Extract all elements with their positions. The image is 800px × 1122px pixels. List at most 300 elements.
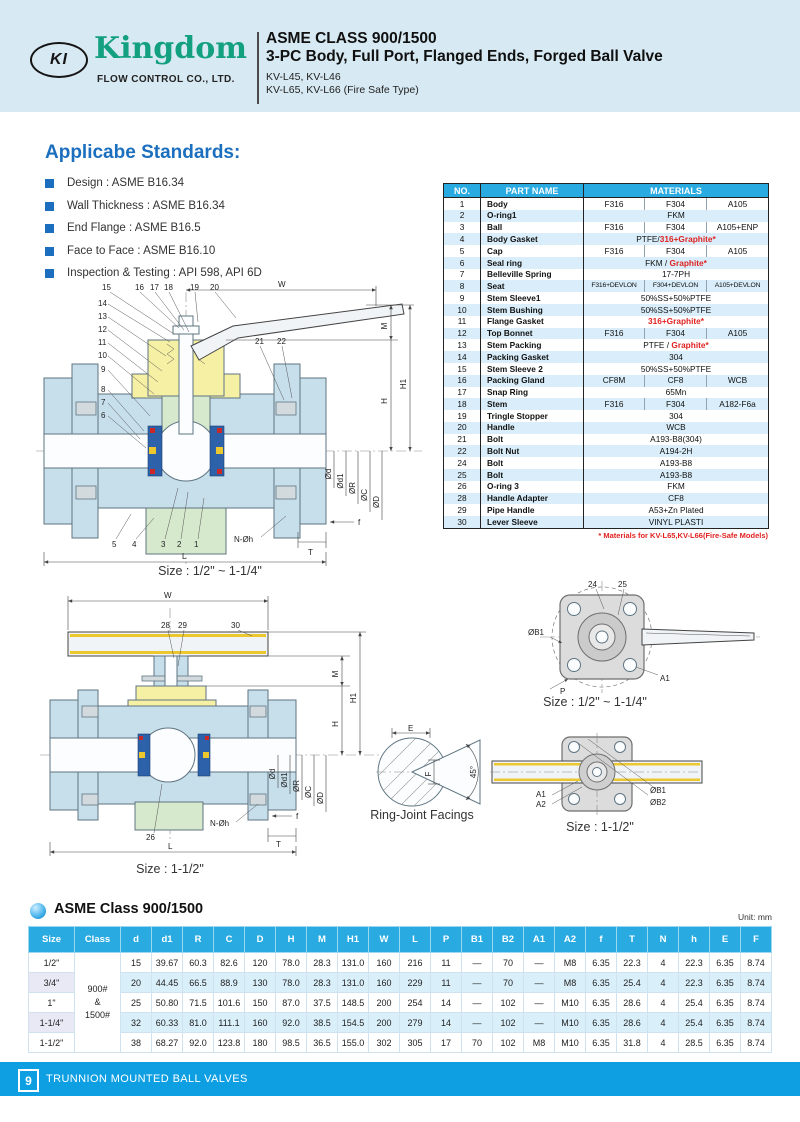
- svg-text:19: 19: [190, 283, 199, 292]
- part-name-cell: Handle: [481, 422, 584, 434]
- svg-text:W: W: [278, 280, 286, 289]
- part-number-cell: 30: [444, 516, 481, 528]
- dim-value-cell: 4: [648, 1033, 679, 1053]
- part-name-cell: O-ring1: [481, 210, 584, 222]
- dim-value-cell: 36.5: [307, 1033, 338, 1053]
- dim-col-header: D: [245, 927, 276, 953]
- valve-top-view-small-sizes: [522, 575, 762, 695]
- caption-drawing-4: Ring-Joint Facings: [370, 808, 474, 822]
- part-number-cell: 15: [444, 363, 481, 375]
- material-cell: 50%SS+50%PTFE: [640, 292, 712, 303]
- caption-drawing-1: Size : 1/2" ~ 1-1/4": [158, 564, 262, 578]
- dim-value-cell: 8.74: [741, 1013, 772, 1033]
- dim-value-cell: 131.0: [338, 973, 369, 993]
- dim-col-header: d1: [152, 927, 183, 953]
- material-cell: F304: [645, 222, 707, 234]
- part-number-cell: 5: [444, 245, 481, 257]
- svg-text:30: 30: [231, 621, 240, 630]
- dim-value-cell: 120: [245, 953, 276, 973]
- dim-value-cell: 87.0: [276, 993, 307, 1013]
- dim-value-cell: 39.67: [152, 953, 183, 973]
- material-cell: F304: [645, 328, 707, 340]
- svg-text:H: H: [331, 721, 340, 727]
- material-cell: PTFE/316+Graphite*: [584, 233, 769, 245]
- dim-value-cell: 98.5: [276, 1033, 307, 1053]
- part-number-cell: 28: [444, 493, 481, 505]
- dim-value-cell: 101.6: [214, 993, 245, 1013]
- dim-value-cell: 8.74: [741, 973, 772, 993]
- size-cell: 1-1/2": [29, 1033, 75, 1053]
- part-number-cell: 25: [444, 469, 481, 481]
- dim-value-cell: M10: [555, 1013, 586, 1033]
- material-cell: F316: [604, 222, 624, 233]
- dim-value-cell: M10: [555, 1033, 586, 1053]
- dim-value-cell: 28.6: [617, 1013, 648, 1033]
- part-name-cell: Body: [481, 198, 584, 210]
- logo-subtitle: FLOW CONTROL CO., LTD.: [97, 74, 235, 85]
- svg-text:T: T: [308, 548, 313, 557]
- material-cell: F316: [584, 398, 645, 410]
- dim-col-header: B2: [493, 927, 524, 953]
- dim-col-header: h: [679, 927, 710, 953]
- part-name-cell: Bolt: [481, 457, 584, 469]
- material-cell: CF8: [645, 375, 707, 387]
- svg-text:M: M: [380, 322, 389, 330]
- svg-text:17: 17: [150, 283, 159, 292]
- part-name-cell: Bolt Nut: [481, 445, 584, 457]
- materials-row: [444, 363, 769, 375]
- dim-value-cell: 14: [431, 1013, 462, 1033]
- materials-row: [444, 445, 769, 457]
- part-name-cell: Cap: [481, 245, 584, 257]
- caption-drawing-3: Size : 1/2" ~ 1-1/4": [543, 695, 647, 709]
- materials-row: [444, 481, 769, 493]
- part-number-cell: 20: [444, 422, 481, 434]
- dim-value-cell: 6.35: [710, 1033, 741, 1053]
- part-name-cell: Stem: [481, 398, 584, 410]
- dim-value-cell: 50.80: [152, 993, 183, 1013]
- materials-footnote: * Materials for KV-L65,KV-L66(Fire-Safe Models): [598, 531, 768, 540]
- dim-value-cell: —: [524, 1013, 555, 1033]
- svg-text:26: 26: [146, 833, 155, 842]
- materials-row: [444, 504, 769, 516]
- dim-col-header: T: [617, 927, 648, 953]
- size-cell: 1/2": [29, 953, 75, 973]
- material-cell: 50%SS+50%PTFE: [640, 363, 712, 374]
- part-name-cell: Lever Sleeve: [481, 516, 584, 528]
- materials-row: [444, 469, 769, 481]
- materials-table: [443, 183, 769, 529]
- dim-value-cell: 70: [493, 973, 524, 993]
- part-number-cell: 19: [444, 410, 481, 422]
- materials-row: [444, 410, 769, 422]
- dim-value-cell: 22.3: [617, 953, 648, 973]
- material-cell: A105: [707, 328, 769, 340]
- dim-value-cell: 22.3: [679, 973, 710, 993]
- part-number-cell: 6: [444, 257, 481, 269]
- dim-value-cell: 37.5: [307, 993, 338, 1013]
- svg-text:21: 21: [255, 337, 264, 346]
- svg-text:ØC: ØC: [304, 786, 313, 798]
- svg-text:A2: A2: [536, 800, 546, 809]
- material-cell: CF8M: [584, 375, 645, 387]
- dim-value-cell: 28.3: [307, 973, 338, 993]
- dim-row: [29, 993, 772, 1013]
- col-header-materials: MATERIALS: [584, 184, 769, 198]
- standards-item: Design : ASME B16.34: [45, 172, 405, 195]
- dim-value-cell: 31.8: [617, 1033, 648, 1053]
- dim-value-cell: —: [462, 993, 493, 1013]
- materials-row: [444, 328, 769, 340]
- dim-value-cell: 254: [400, 993, 431, 1013]
- standards-list: [45, 172, 405, 285]
- dimension-table: [28, 926, 772, 1053]
- materials-row: [444, 387, 769, 399]
- material-cell: A193-B8(304): [650, 434, 702, 445]
- dim-value-cell: 6.35: [710, 953, 741, 973]
- svg-text:N-Øh: N-Øh: [210, 819, 230, 828]
- svg-text:18: 18: [164, 283, 173, 292]
- svg-text:11: 11: [98, 338, 107, 347]
- part-name-cell: Bolt: [481, 469, 584, 481]
- part-name-cell: Packing Gland: [481, 375, 584, 387]
- part-name-cell: Belleville Spring: [481, 269, 584, 281]
- valve-body-shape: [50, 632, 296, 830]
- svg-text:5: 5: [112, 540, 117, 549]
- dim-value-cell: 38: [121, 1033, 152, 1053]
- size-cell: 3/4": [29, 973, 75, 993]
- svg-text:A1: A1: [536, 790, 546, 799]
- materials-row: [444, 222, 769, 234]
- dim-value-cell: 8.74: [741, 993, 772, 1013]
- dim-value-cell: —: [524, 953, 555, 973]
- dim-col-header: Size: [29, 927, 75, 953]
- col-header-part-name: PART NAME: [481, 184, 584, 198]
- dim-value-cell: 25.4: [679, 1013, 710, 1033]
- dim-row: [29, 973, 772, 993]
- material-cell: F316: [584, 328, 645, 340]
- svg-text:T: T: [276, 840, 281, 849]
- page-number: 9: [25, 1073, 32, 1088]
- part-name-cell: Body Gasket: [481, 233, 584, 245]
- svg-text:F: F: [424, 771, 433, 777]
- doc-models-2: KV-L65, KV-L66 (Fire Safe Type): [266, 84, 419, 96]
- dim-value-cell: 160: [369, 953, 400, 973]
- dim-value-cell: 28.5: [679, 1033, 710, 1053]
- svg-text:7: 7: [101, 398, 106, 407]
- part-name-cell: Packing Gasket: [481, 351, 584, 363]
- svg-text:9: 9: [101, 365, 106, 374]
- dim-col-header: B1: [462, 927, 493, 953]
- svg-text:3: 3: [161, 540, 166, 549]
- svg-text:Ød1: Ød1: [336, 473, 345, 489]
- part-name-cell: Stem Sleeve 2: [481, 363, 584, 375]
- logo-company-name: Kingdom: [94, 31, 247, 66]
- logo-ki-mark: KI: [50, 51, 68, 68]
- svg-text:ØB1: ØB1: [528, 628, 545, 637]
- dim-value-cell: 8.74: [741, 953, 772, 973]
- material-cell: FKM / Graphite*: [584, 257, 769, 269]
- dim-value-cell: 150: [245, 993, 276, 1013]
- svg-text:ØC: ØC: [360, 489, 369, 501]
- part-number-cell: 8: [444, 280, 481, 292]
- dim-value-cell: 154.5: [338, 1013, 369, 1033]
- svg-text:ØR: ØR: [292, 780, 301, 792]
- part-name-cell: Stem Bushing: [481, 304, 584, 316]
- valve-cross-section-small-sizes: [36, 276, 441, 568]
- dim-col-header: Class: [75, 927, 121, 953]
- dim-value-cell: 102: [493, 993, 524, 1013]
- dim-value-cell: —: [524, 973, 555, 993]
- materials-row: [444, 245, 769, 257]
- svg-text:L: L: [182, 552, 187, 561]
- part-name-cell: Seal ring: [481, 257, 584, 269]
- svg-text:Ød: Ød: [324, 468, 333, 480]
- dim-col-header: H1: [338, 927, 369, 953]
- dim-value-cell: M10: [555, 993, 586, 1013]
- dim-value-cell: 302: [369, 1033, 400, 1053]
- dim-value-cell: 102: [493, 1033, 524, 1053]
- materials-row: [444, 375, 769, 387]
- dim-value-cell: 28.6: [617, 993, 648, 1013]
- material-cell: F304: [645, 398, 707, 410]
- materials-row: [444, 516, 769, 528]
- svg-text:ØD: ØD: [316, 792, 325, 804]
- caption-drawing-2: Size : 1-1/2": [136, 862, 204, 876]
- dim-value-cell: 229: [400, 973, 431, 993]
- material-cell: WCB: [707, 375, 769, 387]
- part-number-cell: 12: [444, 328, 481, 340]
- doc-title-description: 3-PC Body, Full Port, Flanged Ends, Forged Ball Valve: [266, 48, 663, 65]
- unit-label: Unit: mm: [738, 912, 772, 922]
- materials-row: [444, 269, 769, 281]
- material-cell: A105+DEVLON: [707, 280, 769, 292]
- dim-col-header: A2: [555, 927, 586, 953]
- material-cell: FKM: [667, 481, 685, 492]
- svg-text:E: E: [408, 724, 414, 733]
- part-number-cell: 4: [444, 233, 481, 245]
- materials-row: [444, 210, 769, 222]
- part-number-cell: 7: [444, 269, 481, 281]
- dim-value-cell: 25.4: [617, 973, 648, 993]
- dim-value-cell: 160: [369, 973, 400, 993]
- svg-text:L: L: [168, 842, 173, 851]
- part-number-cell: 16: [444, 375, 481, 387]
- part-name-cell: Bolt: [481, 434, 584, 446]
- dim-col-header: R: [183, 927, 214, 953]
- dim-value-cell: 148.5: [338, 993, 369, 1013]
- svg-text:P: P: [560, 687, 566, 696]
- material-cell: 65Mn: [665, 387, 687, 398]
- dim-value-cell: —: [462, 973, 493, 993]
- page-number-box: [18, 1069, 39, 1092]
- dim-value-cell: 11: [431, 973, 462, 993]
- dim-col-header: N: [648, 927, 679, 953]
- materials-row: [444, 434, 769, 446]
- dim-value-cell: 25.4: [679, 993, 710, 1013]
- dim-value-cell: 78.0: [276, 973, 307, 993]
- material-cell: A193-B8: [659, 457, 693, 468]
- doc-title-class: ASME CLASS 900/1500: [266, 30, 437, 47]
- dim-value-cell: 4: [648, 993, 679, 1013]
- dim-value-cell: 123.8: [214, 1033, 245, 1053]
- svg-text:14: 14: [98, 299, 107, 308]
- svg-text:H1: H1: [399, 378, 408, 390]
- dim-value-cell: 17: [431, 1033, 462, 1053]
- materials-row: [444, 351, 769, 363]
- part-number-cell: 11: [444, 316, 481, 328]
- svg-text:f: f: [358, 518, 361, 527]
- materials-header-row: [444, 184, 769, 198]
- material-cell: F316+DEVLON: [584, 280, 645, 292]
- dim-value-cell: 4: [648, 953, 679, 973]
- dim-value-cell: 180: [245, 1033, 276, 1053]
- header-divider: [257, 32, 259, 104]
- svg-text:45°: 45°: [469, 765, 478, 779]
- material-cell: 316+Graphite*: [647, 316, 705, 327]
- part-number-cell: 9: [444, 292, 481, 304]
- part-number-cell: 26: [444, 481, 481, 493]
- dimension-table-title: ASME Class 900/1500: [54, 901, 204, 917]
- dim-value-cell: 11: [431, 953, 462, 973]
- material-cell: WCB: [584, 422, 769, 434]
- size-cell: 1-1/4": [29, 1013, 75, 1033]
- part-name-cell: Snap Ring: [481, 387, 584, 399]
- dim-value-cell: 4: [648, 973, 679, 993]
- dim-value-cell: 6.35: [710, 973, 741, 993]
- material-cell: A105: [707, 198, 769, 210]
- dim-value-cell: 305: [400, 1033, 431, 1053]
- dim-col-header: E: [710, 927, 741, 953]
- material-cell: F316: [604, 198, 624, 209]
- dim-col-header: M: [307, 927, 338, 953]
- dim-value-cell: 14: [431, 993, 462, 1013]
- dim-value-cell: 6.35: [586, 1033, 617, 1053]
- dim-value-cell: M8: [524, 1033, 555, 1053]
- materials-row: [444, 339, 769, 351]
- dim-value-cell: 66.5: [183, 973, 214, 993]
- dim-col-header: f: [586, 927, 617, 953]
- material-cell: A105+ENP: [707, 222, 769, 234]
- dim-value-cell: 60.33: [152, 1013, 183, 1033]
- materials-row: [444, 493, 769, 505]
- part-name-cell: Seat: [481, 280, 584, 292]
- material-cell: A105: [707, 245, 769, 257]
- svg-text:10: 10: [98, 351, 107, 360]
- svg-text:29: 29: [178, 621, 187, 630]
- part-number-cell: 24: [444, 457, 481, 469]
- svg-text:13: 13: [98, 312, 107, 321]
- dim-value-cell: 200: [369, 993, 400, 1013]
- material-cell: F304+DEVLON: [645, 280, 707, 292]
- doc-models-1: KV-L45, KV-L46: [266, 71, 341, 83]
- dim-value-cell: —: [524, 993, 555, 1013]
- svg-text:1: 1: [194, 540, 199, 549]
- svg-text:W: W: [164, 591, 172, 600]
- part-number-cell: 13: [444, 339, 481, 351]
- materials-row: [444, 233, 769, 245]
- part-number-cell: 2: [444, 210, 481, 222]
- dim-value-cell: 82.6: [214, 953, 245, 973]
- svg-text:ØB2: ØB2: [650, 798, 667, 807]
- dim-value-cell: 6.35: [710, 1013, 741, 1033]
- svg-text:f: f: [296, 812, 299, 821]
- handle-lever: [642, 629, 754, 645]
- material-cell: 304: [669, 410, 683, 421]
- dim-value-cell: 92.0: [276, 1013, 307, 1033]
- dim-row: [29, 953, 772, 973]
- material-cell: 17-7PH: [661, 269, 691, 280]
- svg-text:2: 2: [177, 540, 182, 549]
- materials-row: [444, 292, 769, 304]
- materials-row: [444, 398, 769, 410]
- materials-row: [444, 257, 769, 269]
- part-number-cell: 29: [444, 504, 481, 516]
- dim-value-cell: 20: [121, 973, 152, 993]
- dim-value-cell: 155.0: [338, 1033, 369, 1053]
- dim-value-cell: 32: [121, 1013, 152, 1033]
- svg-text:ØB1: ØB1: [650, 786, 667, 795]
- dim-value-cell: 6.35: [586, 993, 617, 1013]
- part-number-cell: 18: [444, 398, 481, 410]
- svg-text:M: M: [331, 670, 340, 678]
- svg-text:8: 8: [101, 385, 106, 394]
- material-cell: A53+Zn Plated: [648, 504, 704, 515]
- dim-value-cell: 88.9: [214, 973, 245, 993]
- svg-text:ØR: ØR: [348, 482, 357, 494]
- part-number-cell: 1: [444, 198, 481, 210]
- material-cell: 50%SS+50%PTFE: [584, 304, 769, 316]
- dim-value-cell: M8: [555, 953, 586, 973]
- svg-text:H: H: [380, 398, 389, 404]
- part-number-cell: 22: [444, 445, 481, 457]
- material-cell: PTFE / Graphite*: [643, 339, 709, 350]
- svg-text:28: 28: [161, 621, 170, 630]
- dim-row: [29, 1013, 772, 1033]
- standards-item: Face to Face : ASME B16.10: [45, 240, 405, 263]
- material-cell: FKM: [584, 210, 769, 222]
- svg-text:20: 20: [210, 283, 219, 292]
- part-name-cell: Top Bonnet: [481, 328, 584, 340]
- materials-row: [444, 316, 769, 328]
- dim-col-header: C: [214, 927, 245, 953]
- standards-title: Applicabe Standards:: [45, 142, 241, 163]
- dim-col-header: P: [431, 927, 462, 953]
- dim-value-cell: 60.3: [183, 953, 214, 973]
- svg-text:25: 25: [618, 580, 627, 589]
- part-name-cell: Pipe Handle: [481, 504, 584, 516]
- part-number-cell: 17: [444, 387, 481, 399]
- dim-value-cell: 6.35: [586, 953, 617, 973]
- svg-text:22: 22: [277, 337, 286, 346]
- dim-value-cell: 70: [493, 953, 524, 973]
- part-name-cell: O-ring 3: [481, 481, 584, 493]
- standards-item: Inspection & Testing : API 598, API 6D: [45, 262, 405, 285]
- part-name-cell: Stem Sleeve1: [481, 292, 584, 304]
- svg-text:Ød1: Ød1: [280, 772, 289, 788]
- svg-text:6: 6: [101, 411, 106, 420]
- material-cell: A193-B8: [584, 469, 769, 481]
- valve-top-view-large-size: [490, 733, 705, 815]
- dim-col-header: F: [741, 927, 772, 953]
- dim-header-row: [29, 927, 772, 953]
- materials-row: [444, 198, 769, 210]
- dim-value-cell: 8.74: [741, 1033, 772, 1053]
- part-name-cell: Flange Gasket: [481, 316, 584, 328]
- materials-row: [444, 304, 769, 316]
- part-name-cell: Tringle Stopper: [481, 410, 584, 422]
- part-number-cell: 14: [444, 351, 481, 363]
